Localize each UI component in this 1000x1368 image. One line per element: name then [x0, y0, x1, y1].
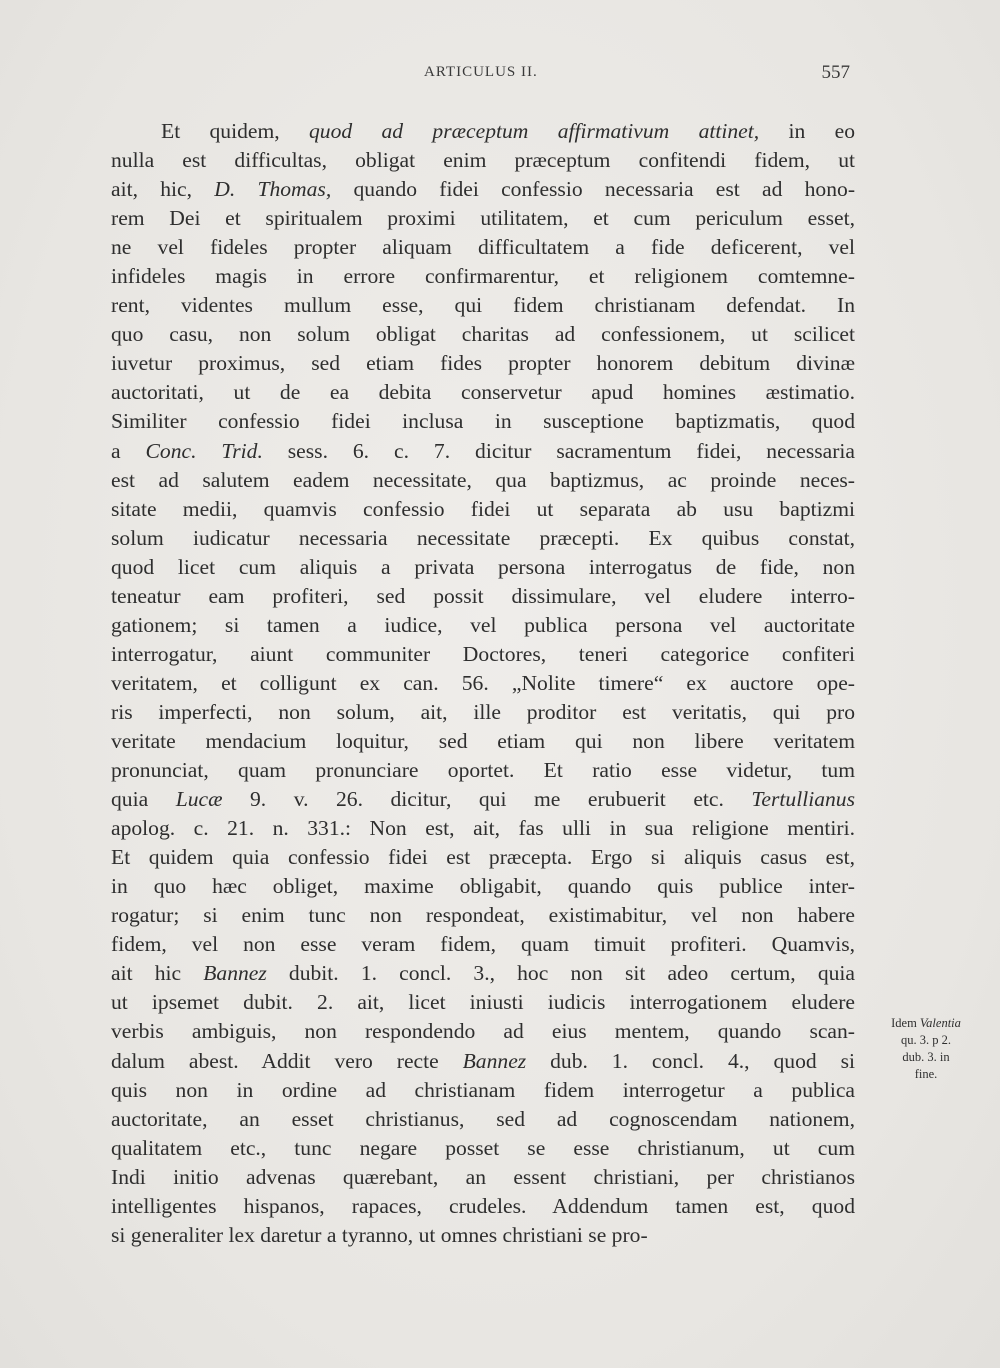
- text-run: solum iudicatur necessaria necessitate præcepti. Ex quibus constat,: [111, 525, 855, 550]
- text-run: pronunciat, quam pronunciare oportet. Et ratio esse videtur, tum: [111, 758, 855, 783]
- text-line: [111, 843, 855, 872]
- text-run: rem Dei et spiritualem proximi utilitatem, et cum periculum esset,: [111, 206, 855, 231]
- italic-text: Lucæ: [175, 787, 223, 812]
- text-line: [111, 727, 855, 756]
- text-line: [111, 959, 855, 988]
- text-line: [111, 1017, 855, 1046]
- text-run: veritatem, et colligunt ex can. 56. „Nolite timere“ ex auctore ope-: [111, 670, 855, 695]
- text-run: quia: [111, 787, 176, 812]
- text-run: quis non in ordine ad christianam fidem interrogetur a publica: [111, 1077, 855, 1102]
- text-run: infideles magis in errore confirmarentur, et religionem comtemne-: [111, 264, 855, 289]
- text-run: interrogatur, aiunt communiter Doctores, teneri categorice confiteri: [111, 641, 855, 666]
- text-run: dubit. 1. concl. 3., hoc non sit adeo certum, quia: [266, 961, 856, 986]
- text-run: ris imperfecti, non solum, ait, ille proditor est veritatis, qui pro: [111, 699, 855, 724]
- text-line: [111, 640, 855, 669]
- text-line: [111, 901, 855, 930]
- text-run: ne vel fideles propter aliquam difficultatem a fide deficerent, vel: [111, 235, 855, 260]
- marginal-note: [872, 1015, 980, 1083]
- text-run: auctoritati, ut de ea debita conservetur apud homines æstimatio.: [111, 380, 855, 405]
- text-line: [111, 611, 855, 640]
- text-run: qualitatem etc., tunc negare posset se esse christianum, ut cum: [111, 1135, 855, 1160]
- text-run: rogatur; si enim tunc non respondeat, existimabitur, vel non habere: [111, 903, 855, 928]
- text-line: [111, 146, 855, 175]
- text-line: [111, 872, 855, 901]
- text-run: ait hic: [111, 961, 204, 986]
- text-line: [111, 495, 855, 524]
- text-run: veritate mendacium loquitur, sed etiam qui non libere veritatem: [111, 728, 855, 753]
- italic-text: Bannez: [462, 1048, 527, 1073]
- text-line: [111, 988, 855, 1017]
- text-run: ait, hic,: [111, 177, 215, 202]
- text-run: in quo hæc obliget, maxime obligabit, quando quis publice inter-: [111, 874, 855, 899]
- text-run: intelligentes hispanos, rapaces, crudeles. Addendum tamen est, quod: [111, 1193, 855, 1218]
- running-title: ARTICULUS II.: [424, 64, 538, 80]
- text-line: [111, 814, 855, 843]
- text-line: [111, 1221, 855, 1250]
- text-line: [111, 1134, 855, 1163]
- text-line: [111, 466, 855, 495]
- text-run: dub. 1. concl. 4., quod si: [526, 1048, 855, 1073]
- text-run: Indi initio advenas quærebant, an essent christiani, per christianos: [111, 1164, 855, 1189]
- text-run: Et quidem,: [161, 119, 309, 143]
- text-run: sitate medii, quamvis confessio fidei ut separata ab usu baptizmi: [111, 496, 855, 521]
- text-line: [111, 1163, 855, 1192]
- italic-text: Bannez: [203, 961, 267, 986]
- text-line: [111, 698, 855, 727]
- text-run: teneatur eam profiteri, sed possit dissimulare, vel eludere interro-: [111, 583, 855, 608]
- text-run: gationem; si tamen a iudice, vel publica persona vel auctoritate: [111, 612, 855, 637]
- text-run: rent, videntes mullum esse, qui fidem christianam defendat. In: [111, 293, 855, 318]
- text-line: [111, 291, 855, 320]
- italic-text: Tertullianus: [751, 787, 855, 812]
- text-run: quo casu, non solum obligat charitas ad confessionem, ut scilicet: [111, 322, 855, 347]
- italic-text: Conc. Trid.: [145, 438, 263, 463]
- text-line: [111, 378, 855, 407]
- text-line: [111, 1105, 855, 1134]
- text-run: Et quidem quia confessio fidei est præcepta. Ergo si aliquis casus est,: [111, 845, 855, 870]
- page-number: 557: [821, 62, 850, 83]
- text-run: dalum abest. Addit vero recte: [111, 1048, 463, 1073]
- marginal-note-line: qu. 3. p 2.: [901, 1033, 951, 1047]
- text-line: [111, 407, 855, 436]
- marginal-note-author: Valentia: [919, 1016, 961, 1030]
- page-header: [424, 64, 854, 90]
- text-run: fidem, vel non esse veram fidem, quam timuit profiteri. Quamvis,: [111, 932, 855, 957]
- text-run: est ad salutem eadem necessitate, qua baptizmus, ac proinde neces-: [111, 467, 855, 492]
- text-run: verbis ambiguis, non respondendo ad eius mentem, quando scan-: [111, 1019, 855, 1044]
- text-line: [111, 582, 855, 611]
- marginal-note-line: dub. 3. in: [902, 1050, 950, 1064]
- text-run: apolog. c. 21. n. 331.: Non est, ait, fas ulli in sua religione mentiri.: [111, 816, 855, 841]
- body-text: [111, 117, 855, 1250]
- text-line: [111, 1076, 855, 1105]
- text-run: 9. v. 26. dicitur, qui me erubuerit etc.: [222, 787, 752, 812]
- text-run: auctoritate, an esset christianus, sed ad cognoscendam nationem,: [111, 1106, 855, 1131]
- text-line: [111, 1047, 855, 1076]
- italic-text: quod ad præceptum affirmativum attinet,: [309, 119, 760, 143]
- text-run: a: [111, 438, 146, 463]
- text-line: [111, 785, 855, 814]
- text-line: [111, 930, 855, 959]
- text-line: [111, 756, 855, 785]
- text-run: ut ipsemet dubit. 2. ait, licet iniusti iudicis interrogationem eludere: [111, 990, 855, 1015]
- text-run: iuvetur proximus, sed etiam fides propter honorem debitum divinæ: [111, 351, 855, 376]
- text-line: [111, 553, 855, 582]
- text-line: [111, 117, 855, 146]
- marginal-note-text: Idem: [891, 1016, 920, 1030]
- text-line: [111, 175, 855, 204]
- text-line: [111, 233, 855, 262]
- marginal-note-line: [872, 1015, 980, 1032]
- text-line: [111, 204, 855, 233]
- text-line: [111, 669, 855, 698]
- text-run: sess. 6. c. 7. dicitur sacramentum fidei, necessaria: [262, 438, 855, 463]
- text-line: [111, 1192, 855, 1221]
- text-run: quando fidei confessio necessaria est ad hono-: [331, 177, 856, 202]
- text-run: quod licet cum aliquis a privata persona interrogatus de fide, non: [111, 554, 855, 579]
- text-line: [111, 262, 855, 291]
- marginal-note-line: fine.: [914, 1067, 938, 1081]
- text-run: si generaliter lex daretur a tyranno, ut omnes christiani se pro-: [111, 1222, 648, 1247]
- text-line: [111, 437, 855, 466]
- text-run: Similiter confessio fidei inclusa in susceptione baptizmatis, quod: [111, 409, 855, 434]
- text-run: nulla est difficultas, obligat enim præceptum confitendi fidem, ut: [111, 148, 855, 173]
- text-line: [111, 524, 855, 553]
- text-line: [111, 320, 855, 349]
- text-line: [111, 349, 855, 378]
- text-run: in eo: [759, 119, 855, 143]
- italic-text: D. Thomas,: [214, 177, 332, 202]
